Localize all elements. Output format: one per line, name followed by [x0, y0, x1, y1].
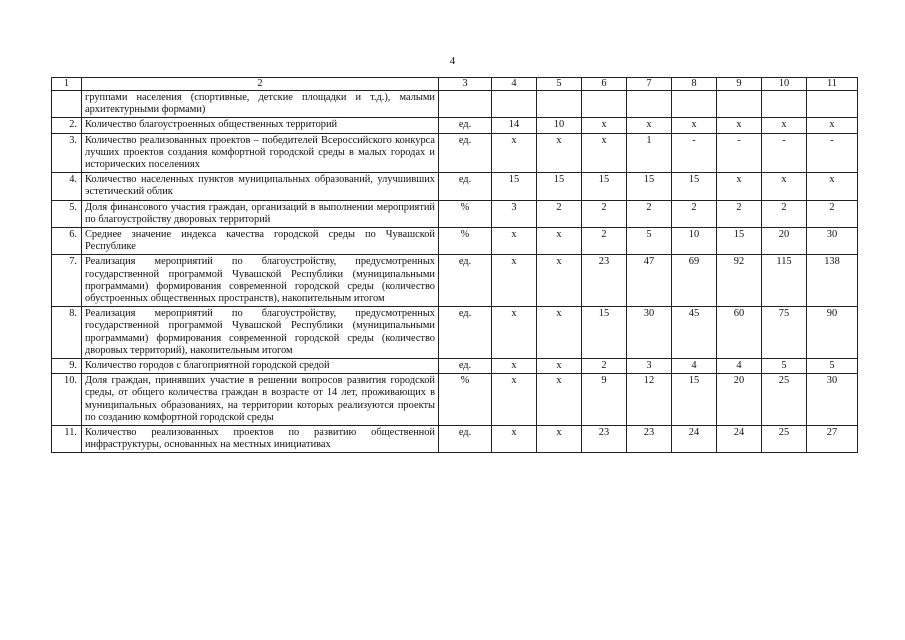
value-cell: х: [582, 133, 627, 173]
indicator-name: группами населения (спортивные, детские площадки и т.д.), малыми архитектурными формами): [82, 91, 439, 118]
row-number: 5.: [52, 200, 82, 227]
table-row: [52, 307, 858, 359]
column-header: 10: [762, 78, 807, 91]
value-cell: 15: [537, 173, 582, 200]
value-cell: 23: [582, 426, 627, 453]
value-cell: 75: [762, 307, 807, 359]
indicator-name: Количество населенных пунктов муниципальных образований, улучшивших эстетический облик: [82, 173, 439, 200]
column-header: 3: [439, 78, 492, 91]
value-cell: 69: [672, 255, 717, 307]
value-cell: [807, 91, 858, 118]
unit-cell: [439, 91, 492, 118]
value-cell: х: [717, 118, 762, 133]
table-row: [52, 91, 858, 118]
unit-cell: %: [439, 374, 492, 426]
value-cell: 23: [627, 426, 672, 453]
value-cell: 25: [762, 426, 807, 453]
value-cell: х: [537, 359, 582, 374]
column-header: 1: [52, 78, 82, 91]
value-cell: 2: [807, 200, 858, 227]
value-cell: х: [492, 426, 537, 453]
value-cell: х: [762, 173, 807, 200]
value-cell: 3: [492, 200, 537, 227]
table-row: [52, 228, 858, 255]
value-cell: х: [492, 255, 537, 307]
row-number: 4.: [52, 173, 82, 200]
value-cell: х: [537, 307, 582, 359]
indicator-name: Количество городов с благоприятной городской средой: [82, 359, 439, 374]
indicator-name: Среднее значение индекса качества городской среды по Чувашской Республике: [82, 228, 439, 255]
value-cell: 12: [627, 374, 672, 426]
table-row: [52, 173, 858, 200]
value-cell: х: [807, 173, 858, 200]
value-cell: 115: [762, 255, 807, 307]
value-cell: 138: [807, 255, 858, 307]
value-cell: 45: [672, 307, 717, 359]
value-cell: [672, 91, 717, 118]
indicator-name: Количество реализованных проектов – победителей Всероссийского конкурса лучших проектов создания комфортной городской среды в малых городах и исторических поселениях: [82, 133, 439, 173]
table-row: [52, 133, 858, 173]
value-cell: 2: [762, 200, 807, 227]
column-header: 5: [537, 78, 582, 91]
value-cell: х: [537, 374, 582, 426]
column-header: 11: [807, 78, 858, 91]
value-cell: 47: [627, 255, 672, 307]
table-row: [52, 200, 858, 227]
value-cell: -: [807, 133, 858, 173]
value-cell: х: [537, 228, 582, 255]
value-cell: х: [672, 118, 717, 133]
unit-cell: %: [439, 228, 492, 255]
row-number: 9.: [52, 359, 82, 374]
value-cell: 60: [717, 307, 762, 359]
value-cell: х: [492, 359, 537, 374]
value-cell: 15: [672, 374, 717, 426]
value-cell: х: [762, 118, 807, 133]
indicator-name: Доля граждан, принявших участие в решении вопросов развития городской среды, от общего количества граждан в возрасте от 14 лет, проживающих в муниципальных образованиях, на территории которых реализуются проекты по созданию комфортной городской среды: [82, 374, 439, 426]
unit-cell: ед.: [439, 173, 492, 200]
value-cell: х: [537, 426, 582, 453]
value-cell: [717, 91, 762, 118]
unit-cell: ед.: [439, 133, 492, 173]
indicators-table: [51, 77, 858, 453]
value-cell: 20: [762, 228, 807, 255]
row-number: 10.: [52, 374, 82, 426]
value-cell: х: [492, 374, 537, 426]
row-number: 3.: [52, 133, 82, 173]
value-cell: [537, 91, 582, 118]
value-cell: -: [762, 133, 807, 173]
row-number: 7.: [52, 255, 82, 307]
value-cell: 15: [582, 173, 627, 200]
value-cell: [492, 91, 537, 118]
value-cell: 4: [672, 359, 717, 374]
value-cell: 5: [627, 228, 672, 255]
value-cell: х: [492, 228, 537, 255]
value-cell: 15: [672, 173, 717, 200]
value-cell: 24: [672, 426, 717, 453]
value-cell: 15: [717, 228, 762, 255]
table-row: [52, 118, 858, 133]
value-cell: 15: [582, 307, 627, 359]
unit-cell: ед.: [439, 359, 492, 374]
value-cell: х: [537, 255, 582, 307]
column-header: 4: [492, 78, 537, 91]
column-header: 6: [582, 78, 627, 91]
value-cell: 2: [582, 228, 627, 255]
value-cell: -: [717, 133, 762, 173]
value-cell: 5: [762, 359, 807, 374]
value-cell: 15: [627, 173, 672, 200]
value-cell: 1: [627, 133, 672, 173]
value-cell: 90: [807, 307, 858, 359]
row-number: 8.: [52, 307, 82, 359]
value-cell: 30: [807, 228, 858, 255]
indicator-name: Количество реализованных проектов по развитию общественной инфраструктуры, основанных на местных инициативах: [82, 426, 439, 453]
indicator-name: Количество благоустроенных общественных территорий: [82, 118, 439, 133]
indicator-name: Реализация мероприятий по благоустройству, предусмотренных государственной программой Чувашской Республики (муниципальными программами) формирования современной городской среды (количество обустроенных общественных пространств), накопительным итогом: [82, 255, 439, 307]
value-cell: 4: [717, 359, 762, 374]
value-cell: 30: [807, 374, 858, 426]
value-cell: 14: [492, 118, 537, 133]
value-cell: 30: [627, 307, 672, 359]
value-cell: х: [807, 118, 858, 133]
unit-cell: ед.: [439, 307, 492, 359]
table-row: [52, 426, 858, 453]
value-cell: 2: [582, 359, 627, 374]
column-header: 2: [82, 78, 439, 91]
value-cell: х: [492, 307, 537, 359]
value-cell: 92: [717, 255, 762, 307]
value-cell: 9: [582, 374, 627, 426]
unit-cell: ед.: [439, 118, 492, 133]
value-cell: 25: [762, 374, 807, 426]
value-cell: 23: [582, 255, 627, 307]
value-cell: х: [717, 173, 762, 200]
value-cell: 10: [537, 118, 582, 133]
value-cell: 20: [717, 374, 762, 426]
indicator-name: Реализация мероприятий по благоустройству, предусмотренных государственной программой Чувашской Республики (муниципальными программами) формирования современной городской среды (количество дворовых территорий), накопительным итогом: [82, 307, 439, 359]
column-header: 7: [627, 78, 672, 91]
value-cell: [582, 91, 627, 118]
unit-cell: %: [439, 200, 492, 227]
value-cell: 2: [627, 200, 672, 227]
value-cell: [762, 91, 807, 118]
value-cell: 27: [807, 426, 858, 453]
row-number: 6.: [52, 228, 82, 255]
value-cell: -: [672, 133, 717, 173]
value-cell: х: [627, 118, 672, 133]
table-header-row: [52, 78, 858, 91]
table-row: [52, 374, 858, 426]
page-number: 4: [449, 55, 456, 67]
row-number: [52, 91, 82, 118]
unit-cell: ед.: [439, 255, 492, 307]
value-cell: 3: [627, 359, 672, 374]
value-cell: 2: [717, 200, 762, 227]
value-cell: 15: [492, 173, 537, 200]
row-number: 11.: [52, 426, 82, 453]
value-cell: 24: [717, 426, 762, 453]
value-cell: х: [537, 133, 582, 173]
table-row: [52, 359, 858, 374]
value-cell: 2: [582, 200, 627, 227]
table-row: [52, 255, 858, 307]
value-cell: [627, 91, 672, 118]
value-cell: 2: [537, 200, 582, 227]
value-cell: 2: [672, 200, 717, 227]
row-number: 2.: [52, 118, 82, 133]
value-cell: х: [582, 118, 627, 133]
column-header: 8: [672, 78, 717, 91]
indicator-name: Доля финансового участия граждан, организаций в выполнении мероприятий по благоустройству дворовых территорий: [82, 200, 439, 227]
column-header: 9: [717, 78, 762, 91]
value-cell: 10: [672, 228, 717, 255]
value-cell: 5: [807, 359, 858, 374]
unit-cell: ед.: [439, 426, 492, 453]
value-cell: х: [492, 133, 537, 173]
